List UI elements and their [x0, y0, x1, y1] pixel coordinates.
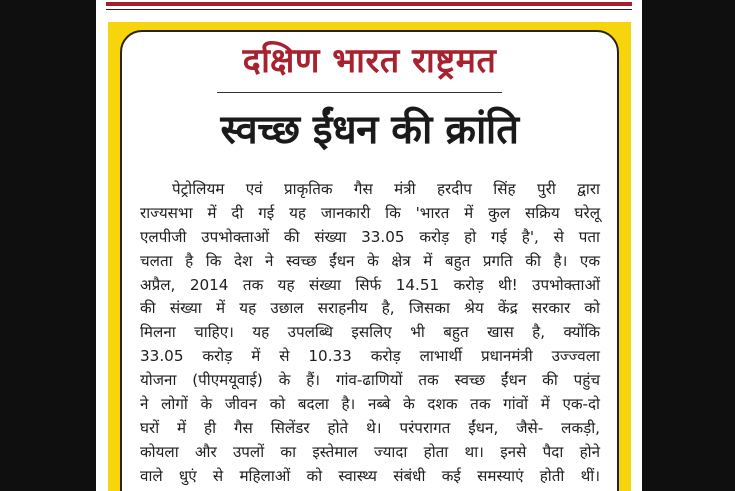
article-line: मिलना चाहिए। यह उपलब्धि इसलिए भी बहुत खास है, क्योंकि: [140, 323, 600, 342]
editorial-headline: स्वच्छ ईंधन की क्रांति: [220, 107, 519, 153]
article-body: [140, 178, 600, 489]
top-black-rule: [106, 9, 632, 10]
article-line: वाले धुएं से महिलाओं को स्वास्थ्य संबंधी कई समस्याएं होती थीं।: [140, 466, 600, 485]
top-red-rule: [106, 2, 632, 6]
article-line: योजना (पीएमयूवाई) के हैं। गांव-ढाणियों तक स्वच्छ ईंधन की पहुंच: [140, 371, 600, 390]
editorial-card: [120, 30, 619, 491]
article-line: 33.05 करोड़ में से 10.33 करोड़ लाभार्थी प्रधानमंत्री उज्ज्वला: [140, 347, 600, 366]
article-line: पेट्रोलियम एवं प्राकृतिक गैस मंत्री हरदीप सिंह पुरी द्वारा: [172, 180, 600, 198]
newspaper-masthead: दक्षिण भारत राष्ट्रमत: [242, 41, 497, 81]
article-line: चलता है कि देश ने स्वच्छ ईंधन के क्षेत्र में बहुत प्रगति की है। एक: [140, 251, 600, 270]
article-line: राज्यसभा में दी गई यह जानकारी कि 'भारत में कुल सक्रिय घरेलू: [140, 203, 600, 222]
editorial-frame: [108, 22, 631, 491]
article-line: एलपीजी उपभोक्ताओं की संख्या 33.05 करोड़ हो गई है', से पता: [140, 227, 600, 246]
article-line: ने लोगों के जीवन को बदला है। नब्बे के दशक तक गांवों में एक-दो: [140, 395, 600, 414]
article-line: की संख्या में यह उछाल सराहनीय है, जिसका श्रेय केंद्र सरकार को: [140, 299, 600, 318]
article-line: घरों में ही गैस सिलेंडर होते थे। परंपरागत ईंधन, जैसे- लकड़ी,: [140, 418, 600, 437]
article-line: अप्रैल, 2014 तक यह संख्या सिर्फ 14.51 करोड़ थी! उपभोक्ताओं: [140, 275, 600, 294]
article-line: कोयला और उपलों का इस्तेमाल ज्यादा होता था। इनसे पैदा होने: [140, 442, 600, 461]
newspaper-page: [96, 0, 642, 491]
masthead-divider: [217, 92, 502, 93]
